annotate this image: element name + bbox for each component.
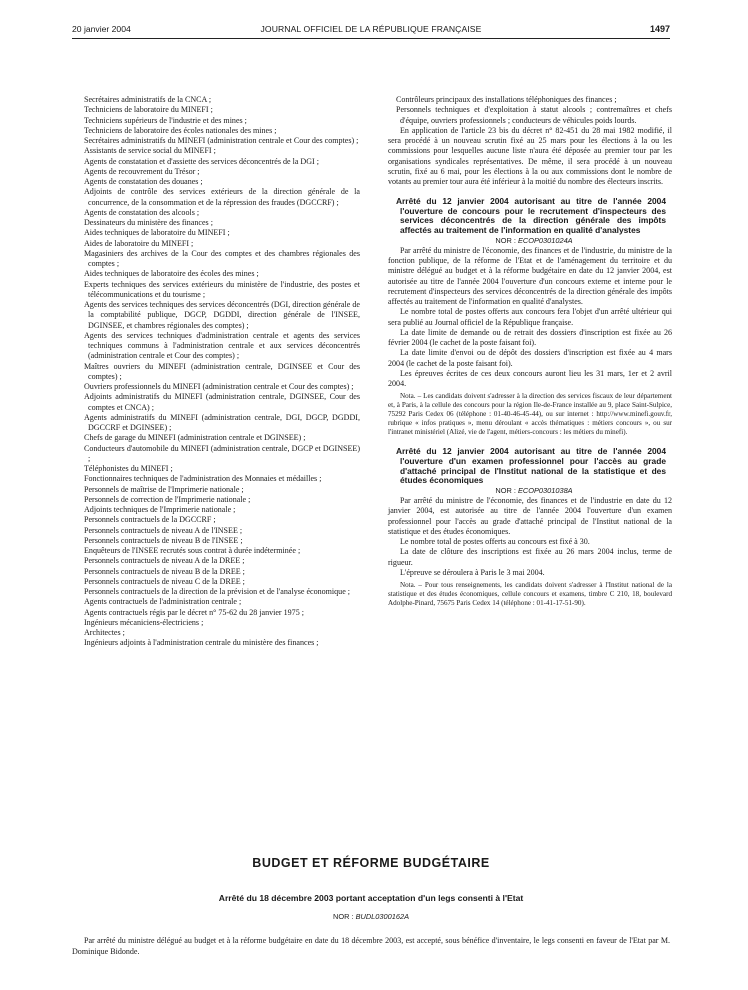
body-paragraph: L'épreuve se déroulera à Paris le 3 mai 2004. bbox=[400, 567, 545, 577]
list-item: Agents contractuels régis par le décret n° 75-62 du 28 janvier 1975 ; bbox=[84, 607, 304, 617]
list-item: Personnels contractuels de niveau A de la DREE ; bbox=[84, 556, 245, 566]
list-item: Secrétaires administratifs de la CNCA ; bbox=[84, 95, 212, 104]
arrete-nor bbox=[388, 236, 672, 246]
list-item: Techniciens de laboratoire des écoles nationales des mines ; bbox=[84, 125, 277, 135]
nor-code: ECOP0301038A bbox=[517, 485, 573, 495]
list-item: Personnels contractuels de niveau A de l'INSEE ; bbox=[84, 525, 243, 535]
nor-code: ECOP0301024A bbox=[517, 235, 573, 245]
list-item: Secrétaires administratifs du MINEFI (administration centrale et Cour des comptes) ; bbox=[84, 136, 359, 145]
body-paragraph: Le nombre total de postes offerts au concours est fixé à 30. bbox=[400, 537, 590, 546]
list-item: Ingénieurs mécaniciens-électriciens ; bbox=[84, 617, 204, 627]
right-column bbox=[388, 95, 672, 608]
list-item: Techniciens supérieurs de l'industrie et des mines ; bbox=[84, 115, 247, 125]
body-paragraph: La date limite d'envoi ou de dépôt des dossiers d'inscription est fixée au 4 mars 2004 (le cachet de la poste faisant foi). bbox=[388, 348, 672, 368]
nor-label: NOR : bbox=[495, 235, 516, 245]
body-paragraph: La date de clôture des inscriptions est fixée au 26 mars 2004 inclus, terme de rigueur. bbox=[388, 547, 672, 567]
list-item: Maîtres ouvriers du MINEFI (administration centrale, DGINSEE et Cour des comptes) ; bbox=[84, 361, 360, 381]
nota-paragraph: Nota. – Pour tous renseignements, les candidats doivent s'adresser à l'Institut national de la statistique et des études économiques, cellule concours et examens, timbre C 210, 18, boulevard Adolphe-Pinard, 75675 Paris Cedex 14 (téléphone : 01-41-17-51-90). bbox=[388, 581, 672, 607]
list-item: Agents de constatation des alcools ; bbox=[84, 207, 200, 217]
list-item: Téléphonistes du MINEFI ; bbox=[84, 464, 173, 473]
list-item: Adjoints administratifs du MINEFI (administration centrale, DGINSEE, Cour des comptes et CNCA) ; bbox=[84, 392, 360, 412]
header-date: 20 janvier 2004 bbox=[72, 24, 131, 34]
header-page-number: 1497 bbox=[649, 24, 670, 34]
body-paragraph: Le nombre total de postes offerts aux concours fera l'objet d'un arrêté ultérieur qui sera publié au Journal officiel de la République française. bbox=[388, 307, 672, 327]
scrutin-paragraph: En application de l'article 23 bis du décret n° 82-451 du 28 mai 1982 modifié, il sera procédé à un nouveau scrutin fixé au 25 mars pour les élections à la ou les commissions pour lesquelles aucune liste n'aura été déposée au premier tour par les organisations syndicales représentatives. De même, il sera procédé à un nouveau scrutin, fixé au 6 mai, pour les élections à la ou aux commissions dont le nombre de votants au premier tour aura été inférieur à la moitié du nombre des électeurs inscrits. bbox=[388, 125, 672, 186]
list-item: Contrôleurs principaux des installations téléphoniques des finances ; bbox=[396, 95, 617, 104]
list-item: Magasiniers des archives de la Cour des comptes et des chambres régionales des comptes ; bbox=[84, 248, 360, 268]
nor-code: BUDL0300162A bbox=[355, 912, 409, 921]
list-item: Ouvriers professionnels du MINEFI (administration centrale et Cour des comptes) ; bbox=[84, 382, 354, 391]
list-item: Personnels contractuels de niveau B de l'INSEE ; bbox=[84, 535, 243, 545]
nor-label: NOR : bbox=[332, 912, 354, 921]
list-item: Chefs de garage du MINEFI (administration centrale et DGINSEE) ; bbox=[84, 433, 306, 443]
arrete-nor bbox=[72, 912, 670, 921]
list-item: Dessinateurs du ministère des finances ; bbox=[84, 218, 213, 227]
list-item: Assistants de service social du MINEFI ; bbox=[84, 146, 216, 156]
list-item: Agents des services techniques d'administration centrale et agents des services techniques communs à l'administration centrale et aux services déconcentrés (administration centrale et Cour des comptes) ; bbox=[84, 330, 360, 361]
list-item: Agents contractuels de l'administration centrale ; bbox=[84, 597, 242, 607]
body-paragraph: Par arrêté du ministre de l'économie, des finances et de l'industrie, du ministre de la fonction publique, de la réforme de l'Etat et de l'aménagement du territoire et du ministre délégué au budget et à la réforme budgétaire en date du 12 janvier 2004, est autorisée au titre de l'année 2004 l'ouverture d'un concours externe et interne pour le recrutement d'inspecteurs des services déconcentrés de la direction générale des impôts affectés au traitement de l'information en qualité d'analystes. bbox=[388, 245, 672, 307]
left-column bbox=[76, 95, 360, 649]
list-item: Aides de laboratoire du MINEFI ; bbox=[84, 238, 194, 248]
list-item: Techniciens de laboratoire du MINEFI ; bbox=[84, 105, 213, 115]
list-item: Adjoints de contrôle des services extérieurs de la direction générale de la concurrence, de la consommation et de la répression des fraudes (DGCCRF) ; bbox=[84, 187, 360, 207]
list-item: Enquêteurs de l'INSEE recrutés sous contrat à durée indéterminée ; bbox=[84, 546, 301, 555]
header-journal-title: JOURNAL OFFICIEL DE LA RÉPUBLIQUE FRANÇAISE bbox=[260, 24, 482, 34]
list-item: Ingénieurs adjoints à l'administration centrale du ministère des finances ; bbox=[84, 638, 319, 648]
body-paragraph: Les épreuves écrites de ces deux concours auront lieu les 31 mars, 1er et 2 avril 2004. bbox=[388, 368, 672, 389]
list-item: Conducteurs d'automobile du MINEFI (administration centrale, DGCP et DGINSEE) ; bbox=[84, 443, 360, 463]
arrete-title-concours: Arrêté du 12 janvier 2004 autorisant au titre de l'année 2004 l'ouverture de concours pour le recrutement d'inspecteurs des services déconcentrés de la direction générale des impôts affectés au traitement de l'information en qualité d'analystes bbox=[396, 196, 666, 236]
arrete-title-legs: Arrêté du 18 décembre 2003 portant acceptation d'un legs consenti à l'Etat bbox=[218, 893, 524, 903]
section-title: BUDGET ET RÉFORME BUDGÉTAIRE bbox=[252, 856, 490, 870]
list-item: Aides techniques de laboratoire des écoles des mines ; bbox=[84, 269, 259, 279]
list-item: Agents de constatation des douanes ; bbox=[84, 177, 203, 186]
list-item: Architectes ; bbox=[84, 628, 125, 637]
legs-paragraph: Par arrêté du ministre délégué au budget et à la réforme budgétaire en date du 18 décembre 2003, est accepté, sous bénéfice d'inventaire, le legs consenti en faveur de l'Etat par M. Dominique Bidonde. bbox=[72, 936, 670, 956]
body-paragraph: Par arrêté du ministre de l'économie, des finances et de l'industrie en date du 12 janvier 2004, est autorisée au titre de l'année 2004 l'ouverture d'un examen professionnel pour l'accès au grade d'attaché principal de l'Institut national de la statistique et des études économiques. bbox=[388, 496, 672, 536]
list-item: Personnels contractuels de niveau C de la DREE ; bbox=[84, 576, 245, 586]
list-item: Agents administratifs du MINEFI (administration centrale, DGI, DGCP, DGDDI, DGCCRF et DGINSEE) ; bbox=[84, 412, 360, 432]
nota-paragraph: Nota. – Les candidats doivent s'adresser à la direction des services fiscaux de leur département et, à Paris, à la cellule des concours pour la région Ile-de-France installée au 9, place Saint-Sulpice, 75292 Paris Cedex 06 (téléphone : 01-40-46-45-44), ou sur internet : http://www.minefi.gouv.fr, rubrique « infos pratiques », menu déroulant « accès thématiques : métiers concours », ou sur l'intranet ministériel (Alizé, vie de l'agent, métiers-concours : les métiers du minefi). bbox=[388, 392, 672, 437]
list-item: Personnels contractuels de la DGCCRF ; bbox=[84, 515, 216, 525]
body-paragraph: La date limite de demande ou de retrait des dossiers d'inscription est fixée au 26 février 2004 (le cachet de la poste faisant foi). bbox=[388, 327, 672, 348]
list-item: Experts techniques des services extérieurs du ministère de l'industrie, des postes et télécommunications et du tourisme ; bbox=[84, 279, 360, 299]
list-item: Personnels contractuels de niveau B de la DREE ; bbox=[84, 566, 245, 576]
arrete-nor bbox=[388, 486, 672, 496]
list-item: Agents des services techniques des services déconcentrés (DGI, direction générale de la comptabilité publique, DGCP, DGDDI, direction générale de l'INSEE, DGINSEE, et chambres régionales des comptes) ; bbox=[84, 300, 360, 330]
page-header bbox=[72, 24, 670, 38]
nor-label: NOR : bbox=[495, 485, 516, 495]
list-item: Agents de constatation et d'assiette des services déconcentrés de la DGI ; bbox=[84, 156, 319, 166]
list-item: Aides techniques de laboratoire du MINEFI ; bbox=[84, 228, 230, 238]
list-item: Personnels contractuels de la direction de la prévision et de l'analyse économique ; bbox=[84, 587, 351, 596]
list-item: Personnels de maîtrise de l'Imprimerie nationale ; bbox=[84, 484, 244, 494]
list-item: Agents de recouvrement du Trésor ; bbox=[84, 166, 200, 176]
list-item: Adjoints techniques de l'Imprimerie nationale ; bbox=[84, 505, 236, 514]
list-item: Personnels de correction de l'Imprimerie nationale ; bbox=[84, 494, 251, 504]
header-rule bbox=[72, 38, 670, 39]
arrete-title-examen: Arrêté du 12 janvier 2004 autorisant au titre de l'année 2004 l'ouverture d'un examen professionnel pour l'accès au grade d'attaché principal de l'Institut national de la statistique et des études économiques bbox=[396, 446, 666, 486]
list-item: Fonctionnaires techniques de l'administration des Monnaies et médailles ; bbox=[84, 474, 322, 484]
list-item: Personnels techniques et d'exploitation à statut alcools ; contremaîtres et chefs d'équipe, ouvriers professionnels ; conducteurs de véhicules poids lourds. bbox=[396, 105, 672, 125]
